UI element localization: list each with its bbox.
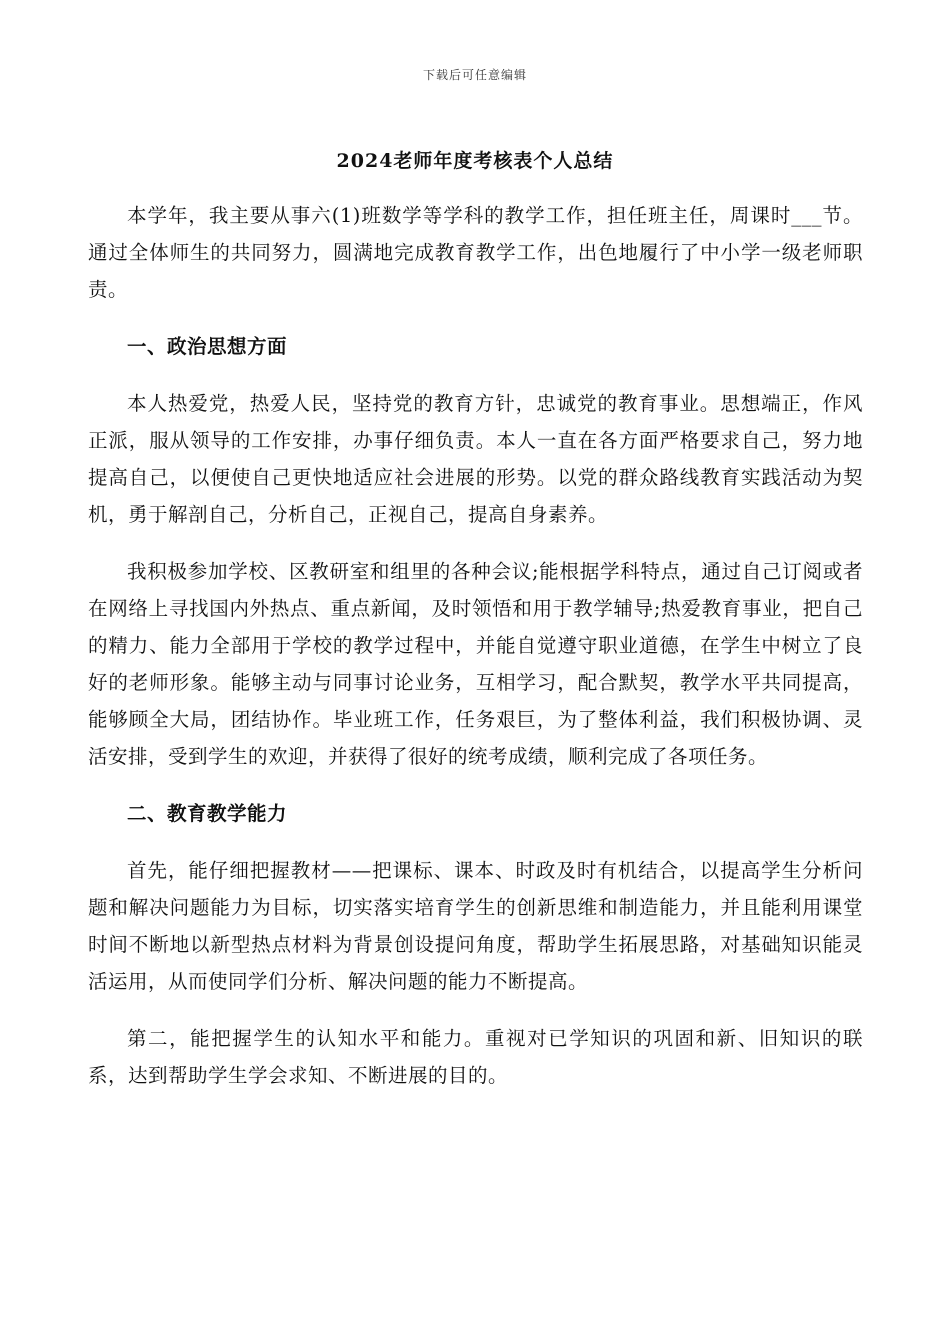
body-paragraph: 我积极参加学校、区教研室和组里的各种会议;能根据学科特点，通过自己订阅或者在网络上寻找国内外热点、重点新闻，及时领悟和用于教学辅导;热爱教育事业，把自己的精力、能力全部用于学校的教学过程中，并能自觉遵守职业道德，在学生中树立了良好的老师形象。能够主动与同事讨论业务，互相学习，配合默契，教学水平共同提高，能够顾全大局，团结协作。毕业班工作，任务艰巨，为了整体利益，我们积极协调、灵活安排，受到学生的欢迎，并获得了很好的统考成绩，顺利完成了各项任务。 [88, 560, 863, 768]
header-note: 下载后可任意编辑 [422, 68, 527, 82]
section-heading-politics: 一、政治思想方面 [127, 335, 288, 358]
document-title: 2024老师年度考核表个人总结 [336, 150, 614, 172]
body-paragraph: 第二，能把握学生的认知水平和能力。重视对已学知识的巩固和新、旧知识的联系，达到帮助学生学会求知、不断进展的目的。 [88, 1027, 863, 1087]
section-heading-teaching: 二、教育教学能力 [127, 802, 288, 825]
document-body [88, 197, 863, 1114]
body-paragraph: 首先，能仔细把握教材——把课标、课本、时政及时有机结合，以提高学生分析问题和解决问题能力为目标，切实落实培育学生的创新思维和制造能力，并且能利用课堂时间不断地以新型热点材料为背景创设提问角度，帮助学生拓展思路，对基础知识能灵活运用，从而使同学们分析、解决问题的能力不断提高。 [88, 859, 863, 993]
intro-paragraph: 本学年，我主要从事六(1)班数学等学科的教学工作，担任班主任，周课时___节。通过全体师生的共同努力，圆满地完成教育教学工作，出色地履行了中小学一级老师职责。 [88, 204, 863, 301]
body-paragraph: 本人热爱党，热爱人民，坚持党的教育方针，忠诚党的教育事业。思想端正，作风正派，服从领导的工作安排，办事仔细负责。本人一直在各方面严格要求自己，努力地提高自己，以便使自己更快地适应社会进展的形势。以党的群众路线教育实践活动为契机，勇于解剖自己，分析自己，正视自己，提高自身素养。 [88, 392, 863, 526]
